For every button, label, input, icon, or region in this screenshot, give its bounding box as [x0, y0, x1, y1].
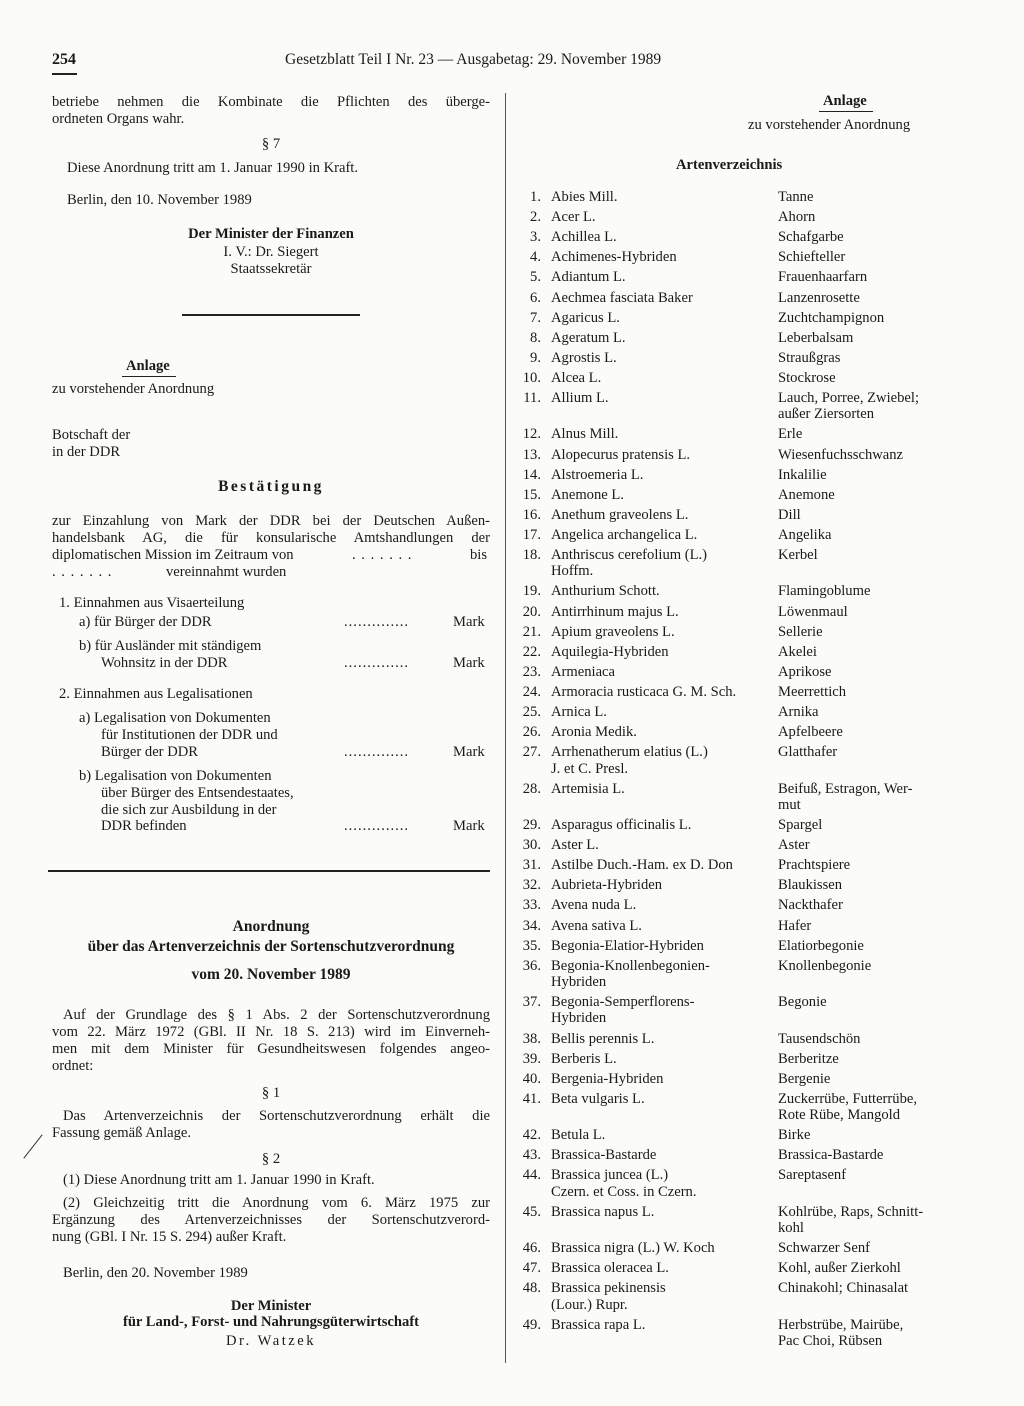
- amount-dots: ..............: [344, 655, 410, 671]
- species-number: 18.: [522, 547, 541, 563]
- species-latin-name: Brassica-Bastarde: [551, 1147, 657, 1164]
- species-latin-name: Armoracia rusticaca G. M. Sch.: [551, 683, 737, 700]
- species-latin-name: Begonia-Elatior-Hybriden: [551, 937, 704, 954]
- species-german-name: Tausendschön: [778, 1030, 861, 1047]
- receipts-item: 2. Einnahmen aus Legalisationen: [59, 686, 253, 702]
- species-latin-name: J. et C. Presl.: [551, 760, 629, 777]
- currency-label: Mark: [453, 744, 485, 760]
- species-number: 17.: [522, 526, 541, 543]
- order-date: vom 20. November 1989: [191, 966, 351, 983]
- receipts-item: 1. Einnahmen aus Visaerteilung: [59, 595, 245, 611]
- species-german-name: Sareptasenf: [778, 1167, 847, 1184]
- species-latin-name: Alnus Mill.: [551, 426, 619, 443]
- species-german-name: Birke: [778, 1127, 811, 1144]
- species-number: 2.: [530, 209, 541, 226]
- species-german-name: mut: [778, 796, 801, 813]
- species-latin-name: Bergenia-Hybriden: [551, 1070, 664, 1087]
- species-german-name: Lauch, Porree, Zwiebel;: [778, 390, 920, 406]
- species-german-name: Brassica-Bastarde: [778, 1147, 884, 1164]
- blank-dots: . . . . . . .: [52, 564, 113, 580]
- species-number: 42.: [522, 1127, 541, 1144]
- anlage-underline: [819, 111, 873, 112]
- list-title: Artenverzeichnis: [676, 157, 783, 173]
- species-latin-name: Berberis L.: [551, 1050, 617, 1067]
- species-german-name: Bergenie: [778, 1070, 831, 1087]
- species-german-name: Akelei: [778, 643, 817, 660]
- species-latin-name: Aubrieta-Hybriden: [551, 877, 663, 894]
- species-german-name: Schwarzer Senf: [778, 1240, 870, 1257]
- species-number: 9.: [530, 349, 541, 366]
- amount-dots: ..............: [344, 614, 410, 630]
- species-german-name: Meerrettich: [778, 683, 847, 700]
- species-number: 8.: [530, 329, 541, 346]
- species-latin-name: Alcea L.: [551, 369, 602, 386]
- species-german-name: Sellerie: [778, 623, 823, 640]
- species-latin-name: Anemone L.: [551, 486, 624, 503]
- species-latin-name: Begonia-Semperflorens-: [551, 994, 695, 1011]
- species-number: 11.: [523, 390, 541, 406]
- species-number: 16.: [522, 506, 541, 523]
- species-german-name: Stockrose: [778, 369, 836, 386]
- species-latin-name: Asparagus officinalis L.: [551, 817, 692, 833]
- species-german-name: Herbstrübe, Mairübe,: [778, 1316, 904, 1333]
- species-number: 41.: [522, 1090, 541, 1107]
- species-latin-name: Apium graveolens L.: [551, 623, 675, 640]
- species-german-name: Kerbel: [778, 547, 818, 563]
- species-german-name: Wiesenfuchsschwanz: [778, 446, 904, 463]
- species-german-name: Löwenmaul: [778, 603, 848, 620]
- species-number: 23.: [522, 663, 541, 680]
- species-german-name: Nackthafer: [778, 897, 843, 914]
- species-latin-name: Aechmea fasciata Baker: [551, 289, 693, 306]
- species-latin-name: Hybriden: [551, 974, 607, 990]
- species-number: 7.: [530, 309, 541, 326]
- species-latin-name: Achimenes-Hybriden: [551, 249, 677, 266]
- species-number: 48.: [522, 1280, 541, 1297]
- species-german-name: Chinakohl; Chinasalat: [778, 1280, 909, 1297]
- species-number: 39.: [522, 1050, 541, 1067]
- intro-line: betriebe nehmen die Kombinate die Pflichten des überge-: [52, 94, 490, 110]
- species-latin-name: Arrhenatherum elatius (L.): [551, 744, 708, 761]
- species-number: 38.: [522, 1030, 541, 1047]
- species-german-name: Leberbalsam: [778, 329, 854, 346]
- species-latin-name: Avena nuda L.: [551, 897, 637, 914]
- species-number: 15.: [522, 486, 541, 503]
- species-latin-name: Agrostis L.: [551, 349, 617, 366]
- species-number: 31.: [522, 857, 541, 874]
- species-latin-name: (Lour.) Rupr.: [551, 1296, 628, 1313]
- section-text: Ergänzung des Artenverzeichnisses der Sortenschutzverord-: [52, 1212, 490, 1228]
- section-heading: § 1: [261, 1085, 281, 1101]
- species-german-name: Lanzenrosette: [778, 289, 860, 306]
- currency-label: Mark: [453, 614, 485, 630]
- signatory-name: I. V.: Dr. Siegert: [223, 244, 319, 260]
- anlage-subtitle: zu vorstehender Anordnung: [52, 381, 215, 397]
- species-latin-name: Brassica napus L.: [551, 1203, 655, 1220]
- species-latin-name: Alopecurus pratensis L.: [551, 446, 691, 463]
- species-german-name: Kohl, außer Zierkohl: [778, 1260, 901, 1277]
- order-text: Auf der Grundlage des § 1 Abs. 2 der Sortenschutzverordnung: [63, 1007, 490, 1023]
- receipts-subitem: Wohnsitz in der DDR: [101, 655, 228, 671]
- embassy-line: Botschaft der: [52, 427, 131, 443]
- anlage-underline: [122, 376, 176, 377]
- species-latin-name: Beta vulgaris L.: [551, 1090, 645, 1107]
- margin-mark: [23, 1134, 42, 1158]
- section-text: nung (GBl. I Nr. 15 S. 294) außer Kraft.: [52, 1229, 287, 1245]
- receipts-subitem: a) Legalisation von Dokumenten: [79, 710, 271, 726]
- species-number: 40.: [522, 1070, 541, 1087]
- section-text: Fassung gemäß Anlage.: [52, 1125, 192, 1141]
- order-title: Anordnung: [232, 918, 310, 935]
- receipts-subitem: für Institutionen der DDR und: [101, 727, 278, 743]
- section-text: Diese Anordnung tritt am 1. Januar 1990 in Kraft.: [67, 160, 359, 176]
- species-german-name: Rote Rübe, Mangold: [778, 1107, 901, 1124]
- species-latin-name: Brassica oleracea L.: [551, 1260, 669, 1277]
- species-number: 3.: [530, 229, 541, 246]
- species-number: 13.: [522, 446, 541, 463]
- species-german-name: Anemone: [778, 486, 835, 503]
- species-latin-name: Aronia Medik.: [551, 724, 637, 741]
- species-german-name: Knollenbegonie: [778, 957, 872, 974]
- page-number: 254: [52, 51, 76, 68]
- receipts-subitem: Bürger der DDR: [101, 744, 199, 760]
- order-text: ordnet:: [52, 1058, 94, 1074]
- species-number: 20.: [522, 603, 541, 620]
- species-latin-name: Brassica juncea (L.): [551, 1167, 669, 1184]
- species-german-name: Straußgras: [778, 349, 841, 366]
- species-latin-name: Aquilegia-Hybriden: [551, 643, 669, 660]
- species-number: 21.: [522, 623, 541, 640]
- species-german-name: Berberitze: [778, 1050, 839, 1067]
- receipts-subitem: b) Legalisation von Dokumenten: [79, 768, 272, 784]
- species-latin-name: Bellis perennis L.: [551, 1030, 655, 1047]
- species-german-name: Pac Choi, Rübsen: [778, 1333, 883, 1350]
- species-german-name: Flamingoblume: [778, 583, 871, 600]
- species-latin-name: Armeniaca: [551, 663, 616, 680]
- confirmation-text: diplomatischen Mission im Zeitraum von: [52, 547, 294, 563]
- species-german-name: Aprikose: [778, 663, 832, 680]
- species-number: 10.: [522, 369, 541, 386]
- section-text: Das Artenverzeichnis der Sortenschutzverordnung erhält die: [63, 1108, 490, 1124]
- species-german-name: Erle: [778, 426, 803, 443]
- species-number: 37.: [522, 994, 541, 1011]
- species-number: 32.: [522, 877, 541, 894]
- species-german-name: Dill: [778, 506, 801, 523]
- confirmation-heading: Bestätigung: [218, 478, 324, 495]
- species-latin-name: Antirrhinum majus L.: [551, 603, 679, 620]
- species-number: 30.: [522, 837, 541, 854]
- place-date: Berlin, den 20. November 1989: [63, 1265, 248, 1281]
- species-latin-name: Betula L.: [551, 1127, 606, 1144]
- species-number: 35.: [522, 937, 541, 954]
- species-latin-name: Angelica archangelica L.: [551, 526, 698, 543]
- species-german-name: Arnika: [778, 704, 819, 720]
- species-number: 28.: [522, 780, 541, 797]
- species-number: 44.: [522, 1167, 541, 1184]
- species-number: 1.: [530, 189, 541, 205]
- species-german-name: Angelika: [778, 526, 832, 543]
- amount-dots: ..............: [344, 818, 410, 834]
- species-number: 43.: [522, 1147, 541, 1164]
- species-latin-name: Anthriscus cerefolium (L.): [551, 547, 708, 563]
- species-number: 36.: [522, 957, 541, 974]
- species-german-name: Apfelbeere: [778, 724, 843, 741]
- species-number: 46.: [522, 1240, 541, 1257]
- blank-dots: . . . . . . .: [352, 547, 413, 563]
- section-separator: [48, 870, 490, 872]
- species-german-name: Schiefteller: [778, 249, 846, 266]
- species-latin-name: Avena sativa L.: [551, 917, 642, 934]
- species-number: 45.: [522, 1203, 541, 1220]
- page-number-underline: [52, 73, 77, 75]
- species-latin-name: Arnica L.: [551, 704, 607, 720]
- species-number: 24.: [522, 683, 541, 700]
- confirmation-text: vereinnahmt wurden: [166, 564, 287, 580]
- signatory-name: Dr. Watzek: [225, 1333, 316, 1349]
- species-number: 27.: [522, 744, 541, 761]
- species-german-name: Hafer: [778, 917, 812, 934]
- section-text: (2) Gleichzeitig tritt die Anordnung vom 6. März 1975 zur: [63, 1195, 490, 1211]
- section-separator: [182, 314, 360, 316]
- species-german-name: außer Ziersorten: [778, 406, 875, 423]
- species-german-name: kohl: [778, 1220, 804, 1237]
- species-number: 12.: [522, 426, 541, 443]
- currency-label: Mark: [453, 655, 485, 671]
- species-number: 47.: [522, 1260, 541, 1277]
- species-latin-name: Astilbe Duch.-Ham. ex D. Don: [551, 857, 733, 874]
- species-number: 26.: [522, 724, 541, 741]
- species-latin-name: Hoffm.: [551, 563, 594, 580]
- receipts-subitem: DDR befinden: [101, 818, 187, 834]
- confirmation-text: handelsbank AG, die für konsularische Amtshandlungen der: [52, 530, 490, 546]
- species-number: 14.: [522, 466, 541, 483]
- species-latin-name: Ageratum L.: [551, 329, 626, 346]
- order-text: vom 22. März 1972 (GBl. II Nr. 18 S. 213) wird im Einverneh-: [52, 1024, 490, 1040]
- section-heading: § 7: [261, 136, 281, 152]
- species-latin-name: Begonia-Knollenbegonien-: [551, 957, 710, 974]
- confirmation-text: bis: [470, 547, 488, 563]
- species-number: 5.: [530, 269, 541, 286]
- species-latin-name: Anthurium Schott.: [551, 583, 660, 600]
- place-date: Berlin, den 10. November 1989: [67, 192, 252, 208]
- species-number: 19.: [522, 583, 541, 600]
- species-german-name: Tanne: [778, 189, 814, 205]
- species-number: 34.: [522, 917, 541, 934]
- signatory-title: Der Minister der Finanzen: [188, 226, 354, 242]
- receipts-subitem: die sich zur Ausbildung in der: [101, 802, 277, 818]
- species-latin-name: Allium L.: [551, 390, 609, 406]
- species-number: 6.: [530, 289, 541, 306]
- signatory-title: für Land-, Forst- und Nahrungsgüterwirtschaft: [122, 1314, 420, 1330]
- section-heading: § 2: [261, 1151, 281, 1167]
- species-german-name: Aster: [778, 837, 810, 854]
- species-german-name: Prachtspiere: [778, 857, 851, 874]
- species-latin-name: Brassica pekinensis: [551, 1280, 666, 1297]
- species-german-name: Blaukissen: [778, 877, 843, 894]
- species-latin-name: Acer L.: [551, 209, 596, 226]
- currency-label: Mark: [453, 818, 485, 834]
- embassy-line: in der DDR: [52, 444, 121, 460]
- species-german-name: Frauenhaarfarn: [778, 269, 868, 286]
- species-latin-name: Adiantum L.: [551, 269, 626, 286]
- species-latin-name: Abies Mill.: [551, 189, 618, 205]
- species-latin-name: Brassica rapa L.: [551, 1316, 646, 1333]
- species-german-name: Zuchtchampignon: [778, 309, 885, 326]
- species-german-name: Begonie: [778, 994, 827, 1011]
- intro-line: ordneten Organs wahr.: [52, 111, 185, 127]
- species-german-name: Glatthafer: [778, 744, 838, 761]
- receipts-subitem: b) für Ausländer mit ständigem: [79, 638, 262, 654]
- species-latin-name: Artemisia L.: [551, 780, 625, 797]
- species-german-name: Spargel: [778, 817, 823, 833]
- species-german-name: Elatiorbegonie: [778, 937, 864, 954]
- species-latin-name: Anethum graveolens L.: [551, 506, 689, 523]
- species-german-name: Inkalilie: [778, 466, 827, 483]
- species-latin-name: Alstroemeria L.: [551, 466, 644, 483]
- species-latin-name: Agaricus L.: [551, 309, 620, 326]
- species-german-name: Beifuß, Estragon, Wer-: [778, 780, 913, 797]
- species-number: 29.: [522, 817, 541, 833]
- section-text: (1) Diese Anordnung tritt am 1. Januar 1990 in Kraft.: [63, 1172, 375, 1188]
- species-number: 22.: [522, 643, 541, 660]
- receipts-subitem: über Bürger des Entsendestaates,: [101, 785, 294, 801]
- signatory-role: Staatssekretär: [230, 261, 312, 277]
- species-number: 25.: [522, 704, 541, 720]
- species-number: 33.: [522, 897, 541, 914]
- anlage-heading: Anlage: [126, 358, 170, 374]
- order-text: men mit dem Minister für Gesundheitswesen folgendes angeo-: [52, 1041, 490, 1057]
- species-german-name: Kohlrübe, Raps, Schnitt-: [778, 1203, 924, 1220]
- species-latin-name: Hybriden: [551, 1010, 607, 1027]
- species-number: 49.: [522, 1316, 541, 1333]
- species-number: 4.: [530, 249, 541, 266]
- order-title: über das Artenverzeichnis der Sortenschutzverordnung: [87, 938, 455, 955]
- species-german-name: Ahorn: [778, 209, 816, 226]
- receipts-subitem: a) für Bürger der DDR: [79, 614, 212, 630]
- running-title: Gesetzblatt Teil I Nr. 23 — Ausgabetag: 29. November 1989: [285, 51, 662, 68]
- anlage-subtitle: zu vorstehender Anordnung: [748, 117, 911, 133]
- species-latin-name: Aster L.: [551, 837, 599, 854]
- species-latin-name: Brassica nigra (L.) W. Koch: [551, 1240, 715, 1257]
- species-german-name: Zuckerrübe, Futterrübe,: [778, 1090, 917, 1107]
- anlage-heading: Anlage: [823, 93, 867, 109]
- species-latin-name: Achillea L.: [551, 229, 617, 246]
- species-german-name: Schafgarbe: [778, 229, 844, 246]
- confirmation-text: zur Einzahlung von Mark der DDR bei der Deutschen Außen-: [52, 513, 490, 529]
- signatory-title: Der Minister: [230, 1298, 312, 1314]
- amount-dots: ..............: [344, 744, 410, 760]
- species-latin-name: Czern. et Coss. in Czern.: [551, 1183, 697, 1200]
